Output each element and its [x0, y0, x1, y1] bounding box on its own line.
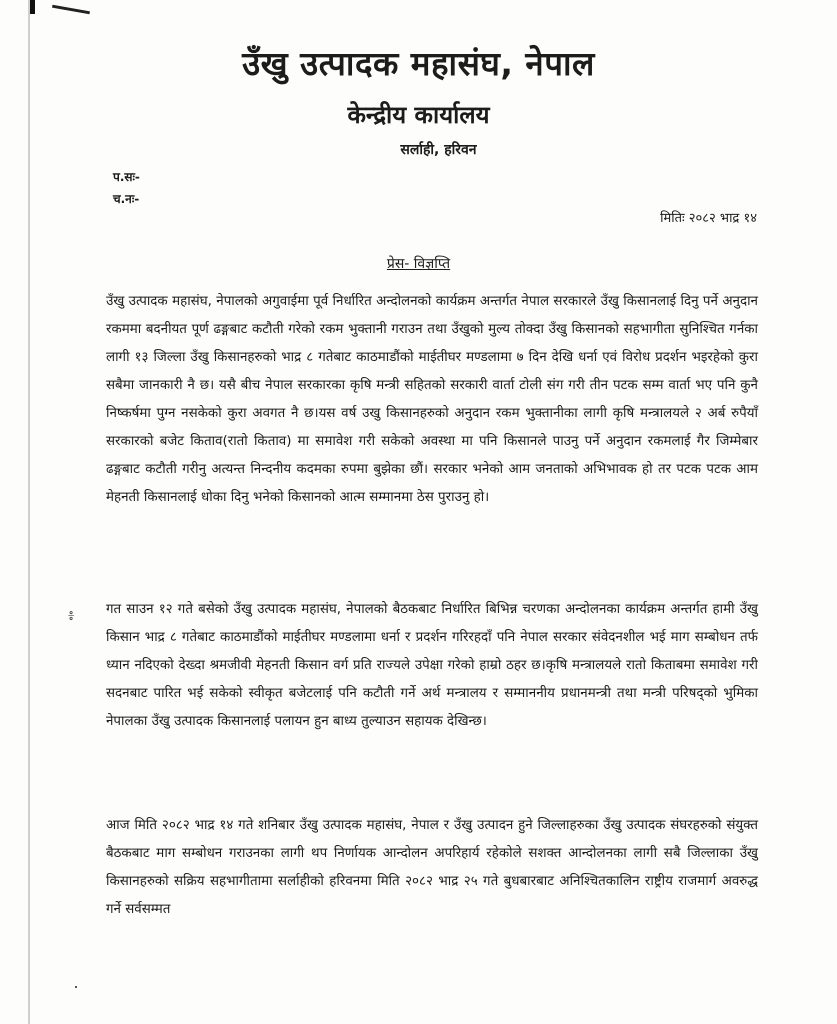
margin-mark: ៖	[68, 608, 75, 624]
corner-pen-mark	[30, 0, 47, 14]
body-paragraph-1: उँखु उत्पादक महासंघ, नेपालको अगुवाईमा पूर्व निर्धारित अन्दोलनको कार्यक्रम अन्तर्गत नेपाल सरकारले उँखु किसानलाई दिनु पर्ने अनुदान रकममा बदनीयत पूर्ण ढङ्गबाट कटौती गरेको रकम भुक्तानी गराउन तथा उँखुको मुल्य तोक्दा उँखु किसानको सहभागीता सुनिश्चित गर्नका लागी १३ जिल्ला उँखु किसानहरुको भाद्र ८ गतेबाट काठमाडौंको माईतीघर मण्डलामा ७ दिन देखि धर्ना एवं विरोध प्रदर्शन भइरहेको कुरा सबैमा जानकारी नै छ। यसै बीच नेपाल सरकारका कृषि मन्त्री सहितको सरकारी वार्ता टोली संग गरी तीन पटक सम्म वार्ता भए पनि कुनै निष्कर्षमा पुग्न नसकेको कुरा अवगत नै छ।यस वर्ष उखु किसानहरुको अनुदान रकम भुक्तानीका लागी कृषि मन्त्रालयले २ अर्ब रुपैयाँ सरकारको बजेट किताव(रातो किताव) मा समावेश गरी सकेको अवस्था मा पनि किसानले पाउनु पर्ने अनुदान रकमलाई गैर जिम्मेबार ढङ्गबाट कटौती गरीनु अत्यन्त निन्दनीय कदमका रुपमा बुझेका छौं। सरकार भनेको आम जनताको अभिभावक हो तर पटक पटक आम मेहनती किसानलाई धोका दिनु भनेको किसानको आत्म सम्मानमा ठेस पुराउनु हो।	[106, 294, 758, 505]
office-location: सर्लाही, हरिवन	[400, 142, 477, 158]
letter-number-label: प.सः-	[113, 170, 140, 184]
letter-date: मितिः २०८२ भाद्र १४	[660, 211, 757, 226]
scan-speck	[75, 986, 77, 988]
dispatch-number-label: च.नः-	[113, 192, 140, 206]
corner-dash-mark	[52, 5, 90, 15]
press-release-title: प्रेस- विज्ञप्ति	[386, 256, 451, 272]
office-name: केन्द्रीय कार्यालय	[347, 101, 490, 129]
organization-name: उँखु उत्पादक महासंघ, नेपाल	[242, 44, 595, 83]
body-paragraph-3: आज मिति २०८२ भाद्र १४ गते शनिबार उँखु उत्पादक महासंघ, नेपाल र उँखु उत्पादन हुने जिल्लाहरुका उँखु उत्पादक संघरहरुको संयुक्त बैठकबाट माग सम्बोधन गराउनका लागी थप निर्णायक आन्दोलन अपरिहार्य रहेकोले सशक्त आन्दोलनका लागी सबै जिल्लाका उँखु किसानहरुको सक्रिय सहभागीतामा सर्लाहीको हरिवनमा मिति २०८२ भाद्र २५ गते बुधबारबाट अनिश्चितकालिन राष्ट्रीय राजमार्ग अवरुद्ध गर्ने सर्वसम्मत	[106, 818, 758, 917]
body-paragraph-2: गत साउन १२ गते बसेको उँखु उत्पादक महासंघ, नेपालको बैठकबाट निर्धारित बिभिन्न चरणका अन्दोलनका कार्यक्रम अन्तर्गत हामी उँखु किसान भाद्र ८ गतेबाट काठमाडौंको माईतीघर मण्डलामा धर्ना र प्रदर्शन गरिरहदाँ पनि नेपाल सरकार संवेदनशील भई माग सम्बोधन तर्फ ध्यान नदिएको देख्दा श्रमजीवी मेहनती किसान वर्ग प्रति राज्यले उपेक्षा गरेको हाम्रो ठहर छ।कृषि मन्त्रालयले रातो किताबमा समावेश गरी सदनबाट पारित भई सकेको स्वीकृत बजेटलाई पनि कटौती गर्ने अर्थ मन्त्रालय र सम्माननीय प्रधानमन्त्री तथा मन्त्री परिषद्को भुमिका नेपालका उँखु उत्पादक किसानलाई पलायन हुन बाध्य तुल्याउन सहायक देखिन्छ।	[106, 602, 758, 729]
